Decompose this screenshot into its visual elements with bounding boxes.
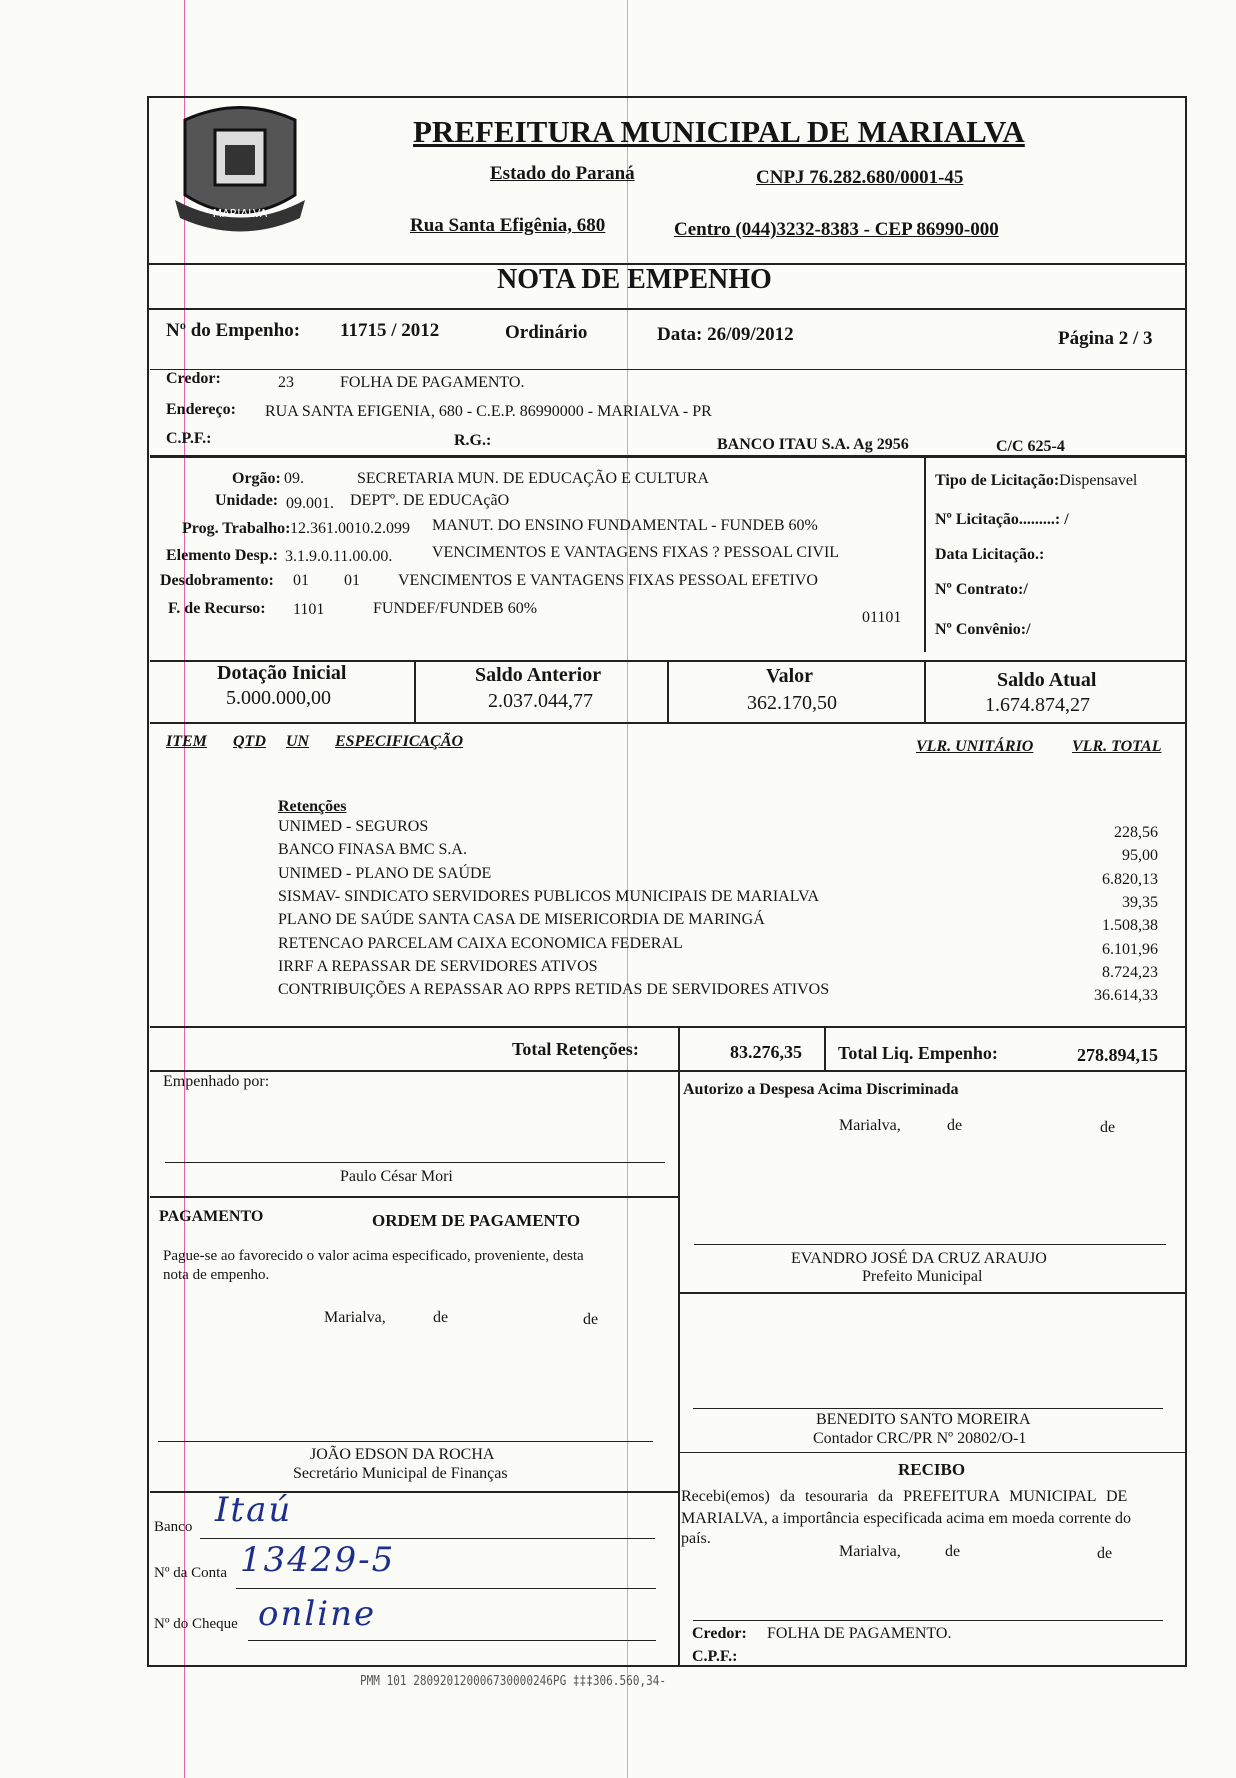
address-details: Centro (044)3232-8383 - CEP 86990-000 [674,219,999,240]
recibo-credor-name: FOLHA DE PAGAMENTO. [767,1625,952,1642]
unidade-label: Unidade: [215,492,279,509]
recibo-credor-label: Credor: [692,1625,747,1642]
retencao-row [278,911,1158,935]
retencao-desc: BANCO FINASA BMC S.A. [278,841,467,859]
recibo-text-3: país. [681,1530,711,1547]
pagamento-text-1: Pague-se ao favorecido o valor acima especificado, proveniente, desta [163,1248,584,1264]
licitacao-number: Nº Licitação.........: / [935,511,1069,528]
licitacao-type-label [935,472,1137,490]
desdobramento-a: 01 [293,572,309,589]
recibo-title: RECIBO [898,1460,966,1479]
recurso-name: FUNDEF/FUNDEB 60% [373,600,538,617]
prog-label: Prog. Trabalho: [182,520,291,537]
licitacao-date: Data Licitação.: [935,546,1045,563]
state-name: Estado do Paraná [490,163,635,184]
pagamento-text-2: nota de empenho. [163,1267,270,1283]
pagamento-de-1: de [433,1309,449,1326]
col-total-value: VLR. TOTAL [1072,738,1162,755]
cnpj: CNPJ 76.282.680/0001-45 [756,167,964,188]
valor-value: 362.170,50 [747,692,837,714]
credor-code: 23 [278,374,294,391]
retencao-row [278,958,1158,982]
empenho-date: Data: 26/09/2012 [657,324,794,345]
total-retencoes-label: Total Retenções: [512,1039,639,1059]
pagamento-city: Marialva, [324,1309,386,1326]
retencao-value: 95,00 [1122,847,1158,865]
pagamento-label: PAGAMENTO [159,1208,264,1225]
elemento-code: 3.1.9.0.11.00.00. [285,548,393,565]
ordem-pagamento-label: ORDEM DE PAGAMENTO [372,1211,581,1230]
retencao-value: 36.614,33 [1094,987,1158,1005]
elemento-name: VENCIMENTOS E VANTAGENS FIXAS ? PESSOAL CIVIL [432,544,840,561]
col-spec: ESPECIFICAÇÃO [335,733,464,750]
prefeito-name: EVANDRO JOSÉ DA CRUZ ARAUJO [791,1250,1047,1267]
retencao-row [278,865,1158,889]
recurso-extra: 01101 [862,609,902,626]
contador-name: BENEDITO SANTO MOREIRA [816,1411,1031,1428]
secretario-name: JOÃO EDSON DA ROCHA [310,1446,495,1463]
saldo-anterior-label: Saldo Anterior [475,664,602,686]
prog-code: 12.361.0010.2.099 [290,520,410,537]
recibo-city: Marialva, [839,1543,901,1560]
empenhado-name: Paulo César Mori [340,1168,453,1185]
dotacao-inicial-value: 5.000.000,00 [226,687,331,709]
saldo-anterior-value: 2.037.044,77 [488,690,593,712]
banco-label: Banco [154,1519,193,1535]
unidade-code: 09.001. [286,495,334,512]
cheque-label: Nº do Cheque [154,1616,238,1632]
recurso-code: 1101 [293,601,325,618]
empenho-type: Ordinário [505,322,588,343]
total-liquido-value: 278.894,15 [1077,1045,1158,1065]
retencao-value: 39,35 [1122,893,1158,911]
recibo-cpf-label: C.P.F.: [692,1648,738,1665]
municipal-seal [165,100,315,235]
document-title: NOTA DE EMPENHO [497,264,772,295]
svg-text:MARIALVA: MARIALVA [212,207,268,220]
credor-address: RUA SANTA EFIGENIA, 680 - C.E.P. 86990000 - MARIALVA - PR [265,403,712,420]
empenho-number-label: Nº do Empenho: [166,320,301,341]
autorizo-de-1: de [947,1117,963,1134]
cpf-label: C.P.F.: [166,430,212,447]
col-qtd: QTD [233,733,266,750]
retencao-value: 6.101,96 [1102,940,1158,958]
orgao-name: SECRETARIA MUN. DE EDUCAÇÃO E CULTURA [357,470,709,487]
municipality-title: PREFEITURA MUNICIPAL DE MARIALVA [413,114,1025,149]
retencao-row [278,888,1158,912]
credor-label: Credor: [166,370,221,387]
saldo-atual-label: Saldo Atual [997,669,1097,691]
autorizo-city: Marialva, [839,1117,901,1134]
rg-label: R.G.: [454,432,492,449]
credor-name: FOLHA DE PAGAMENTO. [340,374,525,391]
orgao-code: 09. [284,470,304,487]
saldo-atual-value: 1.674.874,27 [985,694,1090,716]
retencao-desc: UNIMED - SEGUROS [278,818,429,835]
licitacao-type-text: Tipo de Licitação: [935,472,1060,489]
conta-label: Nº da Conta [154,1565,227,1581]
recibo-de-1: de [945,1543,961,1560]
recurso-label: F. de Recurso: [168,600,266,617]
recibo-text-2: MARIALVA, a importância especificada acima em moeda corrente do [681,1510,1132,1527]
banco-handwritten: Itaú [215,1490,293,1530]
total-liquido-label: Total Liq. Empenho: [838,1043,998,1063]
bank-agency: BANCO ITAU S.A. Ag 2956 [717,436,909,453]
retencao-desc: UNIMED - PLANO DE SAÚDE [278,864,492,882]
prefeito-role: Prefeito Municipal [862,1268,983,1285]
retencao-row [278,935,1158,959]
elemento-label: Elemento Desp.: [166,547,278,564]
address-label: Endereço: [166,401,236,418]
retencao-value: 8.724,23 [1102,963,1158,981]
bank-account: C/C 625-4 [996,438,1065,455]
contador-role: Contador CRC/PR Nº 20802/O-1 [813,1430,1027,1447]
retencao-value: 1.508,38 [1102,917,1158,935]
retencoes-title: Retenções [278,798,347,815]
dotacao-inicial-label: Dotação Inicial [217,662,347,684]
footer-stamp: PMM 101 280920120006730000246PG ‡‡‡306.560,34- [360,1674,667,1689]
contract-number: Nº Contrato:/ [935,581,1028,598]
street-address: Rua Santa Efigênia, 680 [410,215,606,236]
autorizo-de-2: de [1100,1119,1116,1136]
retencao-row [278,981,1158,1005]
empenhado-label: Empenhado por: [163,1073,270,1090]
prog-name: MANUT. DO ENSINO FUNDAMENTAL - FUNDEB 60% [432,517,818,534]
desdobramento-name: VENCIMENTOS E VANTAGENS FIXAS PESSOAL EFETIVO [398,572,818,589]
col-item: ITEM [166,733,207,750]
empenho-number: 11715 / 2012 [340,320,440,341]
retencao-value: 228,56 [1114,824,1158,841]
retencao-desc: RETENCAO PARCELAM CAIXA ECONOMICA FEDERAL [278,934,683,952]
col-un: UN [286,733,310,750]
retencao-desc: IRRF A REPASSAR DE SERVIDORES ATIVOS [278,957,598,975]
recibo-de-2: de [1097,1545,1113,1562]
unidade-name: DEPTº. DE EDUCAçãO [350,492,510,509]
retencao-desc: CONTRIBUIÇÕES A REPASSAR AO RPPS RETIDAS DE SERVIDORES ATIVOS [278,981,830,999]
retencao-desc: PLANO DE SAÚDE SANTA CASA DE MISERICORDIA DE MARINGÁ [278,911,765,929]
orgao-label: Orgão: [232,470,281,487]
retencao-row [278,841,1158,865]
cheque-handwritten: online [258,1594,377,1634]
total-retencoes-value: 83.276,35 [730,1042,802,1062]
pagamento-de-2: de [583,1311,599,1328]
retencao-desc: SISMAV- SINDICATO SERVIDORES PUBLICOS MUNICIPAIS DE MARIALVA [278,887,820,905]
convenio-number: Nº Convênio:/ [935,621,1031,638]
valor-label: Valor [766,665,814,687]
desdobramento-label: Desdobramento: [160,572,274,589]
autorizo-label: Autorizo a Despesa Acima Discriminada [683,1081,959,1098]
retencao-row [278,818,1158,842]
desdobramento-b: 01 [344,572,360,589]
conta-handwritten: 13429-5 [240,1540,396,1580]
secretario-role: Secretário Municipal de Finanças [293,1465,508,1482]
page-number: Página 2 / 3 [1058,328,1153,349]
recibo-text-1: Recebi(emos) da tesouraria da PREFEITURA MUNICIPAL DE [681,1488,1128,1505]
col-unit-value: VLR. UNITÁRIO [916,738,1034,755]
retencao-value: 6.820,13 [1102,870,1158,888]
licitacao-type-value: Dispensavel [1059,472,1138,489]
